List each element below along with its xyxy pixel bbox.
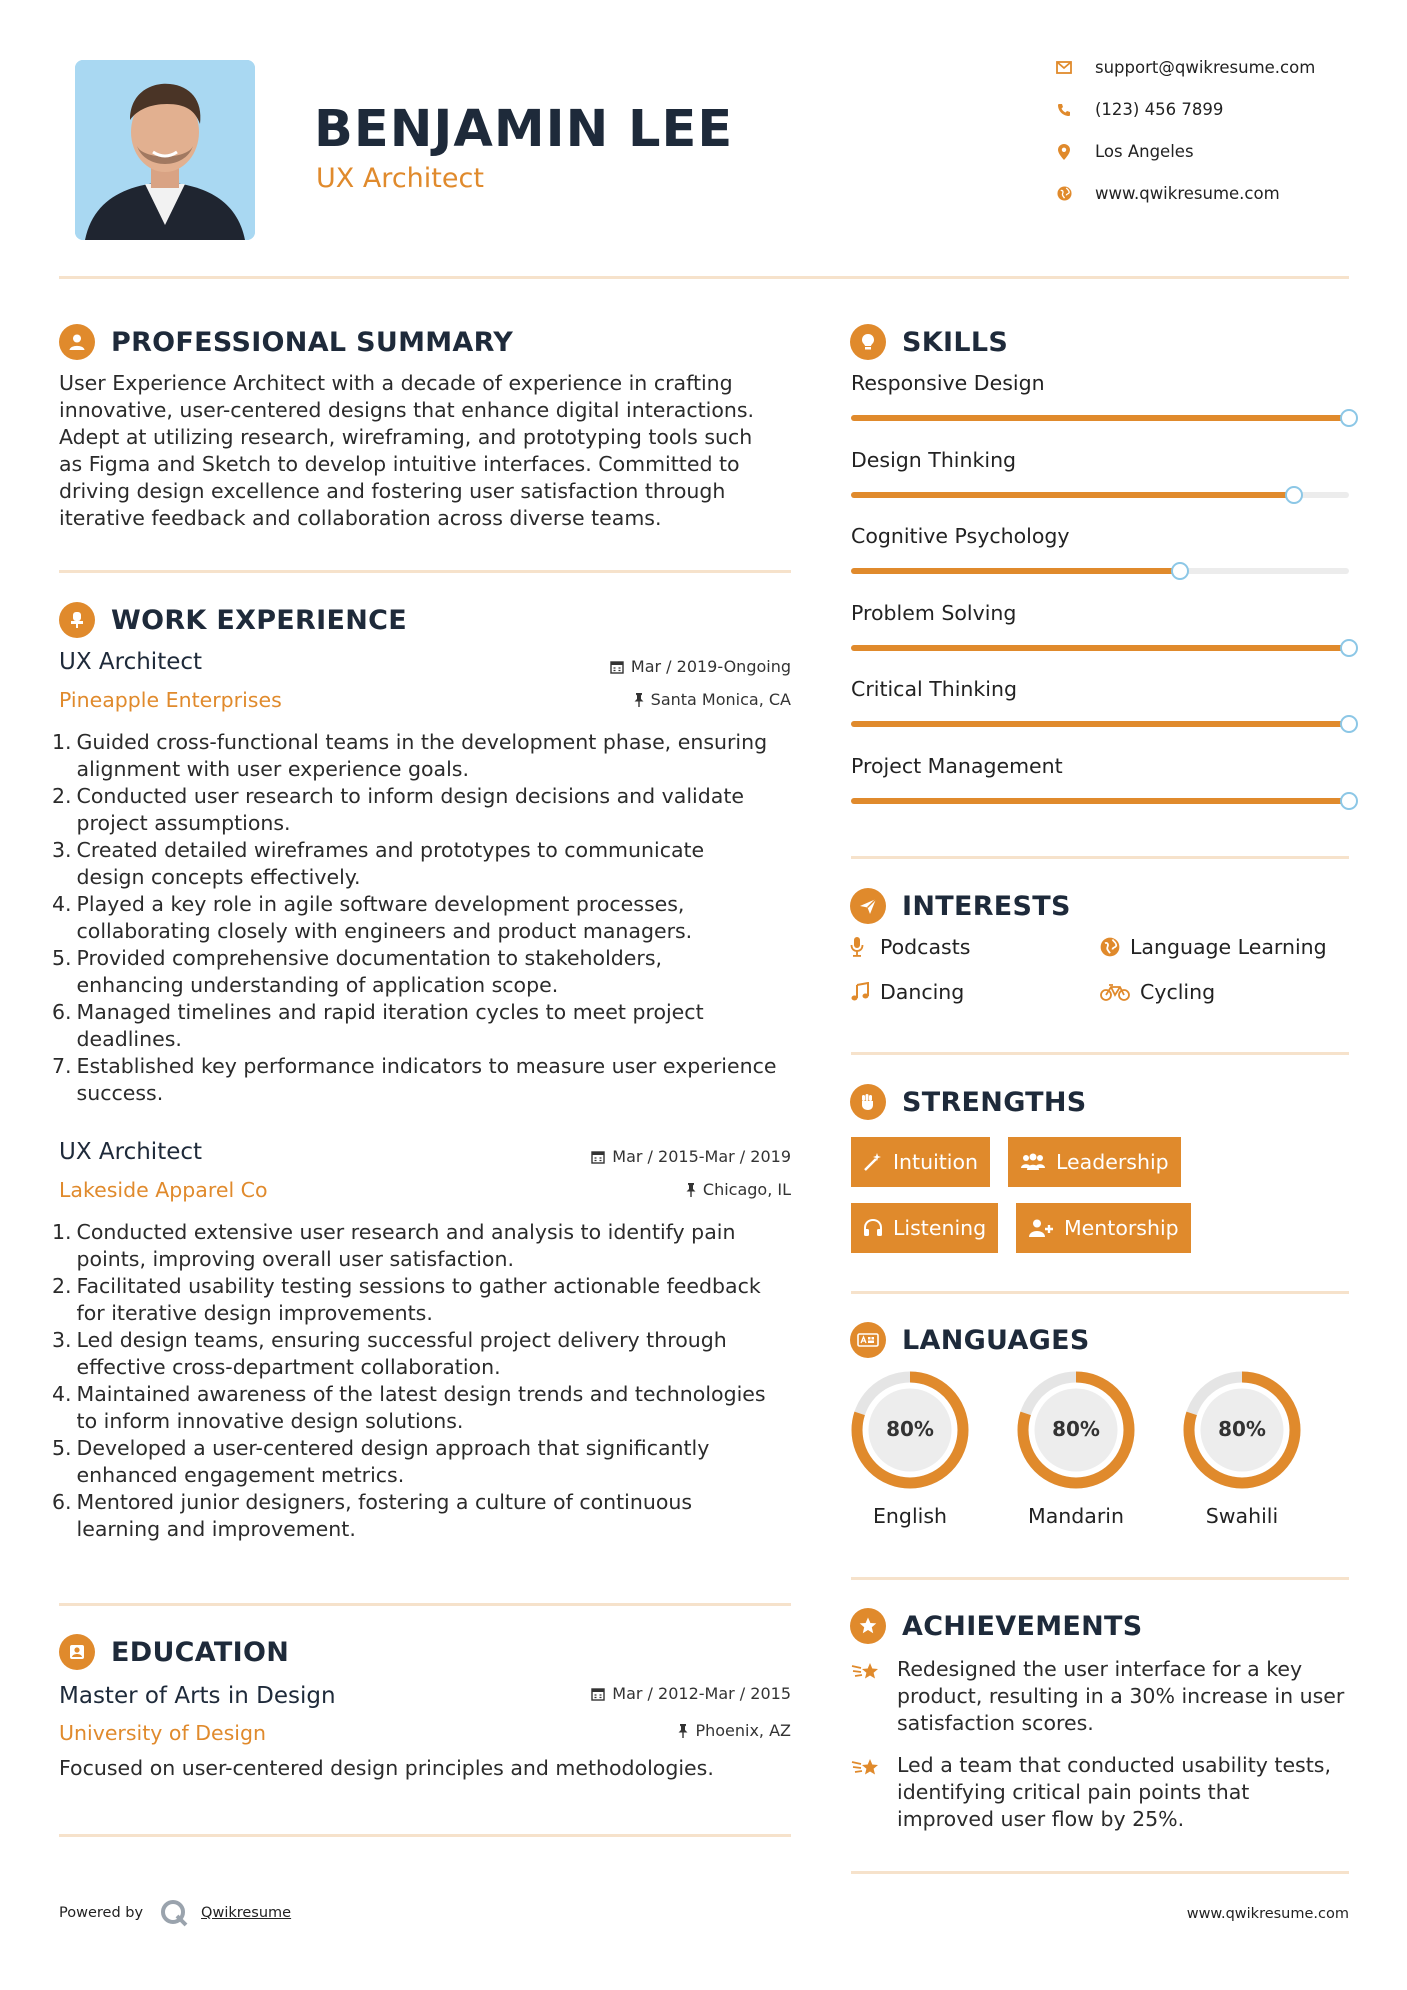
- phone-icon: [1055, 101, 1073, 119]
- skill-bar: [851, 645, 1349, 651]
- calendar-icon: [591, 1687, 605, 1701]
- map-pin-icon: [1055, 143, 1073, 161]
- job-date-text: Mar / 2015-Mar / 2019: [612, 1147, 791, 1166]
- shooting-star-icon: [851, 1752, 897, 1833]
- strengths-heading: STRENGTHS: [902, 1086, 1087, 1118]
- list-item: 3. Created detailed wireframes and prototypes to communicate design concepts effectively.: [52, 838, 705, 889]
- pushpin-icon: [686, 1183, 696, 1197]
- calendar-icon: [610, 660, 624, 674]
- job-bullets: [52, 1219, 797, 1543]
- list-item: 4. Maintained awareness of the latest design trends and technologies to inform innovative design solutions.: [52, 1382, 766, 1433]
- school-name: University of Design: [59, 1721, 266, 1745]
- list-item: 5. Provided comprehensive documentation to stakeholders, enhancing understanding of application scope.: [52, 946, 663, 997]
- user-icon: [59, 324, 95, 360]
- contact-email[interactable]: [1055, 58, 1385, 77]
- work-header: [59, 602, 407, 638]
- education-header: [59, 1634, 289, 1670]
- work-heading: WORK EXPERIENCE: [111, 604, 407, 636]
- skill-name: Project Management: [851, 753, 1063, 778]
- summary-divider: [59, 570, 791, 573]
- interest-label: Language Learning: [1130, 935, 1327, 959]
- achievement-line: product, resulting in a 30% increase in user: [897, 1684, 1345, 1708]
- list-item: 4. Played a key role in agile software development processes, collaborating closely with engineers and product managers.: [52, 892, 693, 943]
- strength-chip-mentorship: [1016, 1203, 1191, 1253]
- skill-bar-knob: [1340, 792, 1358, 810]
- skill-bar-knob: [1340, 639, 1358, 657]
- magic-wand-icon: [863, 1152, 883, 1172]
- list-item: 1. Conducted extensive user research and analysis to identify pain points, improving overall user satisfaction.: [52, 1220, 736, 1271]
- job-location: [500, 1180, 791, 1199]
- summary-heading: PROFESSIONAL SUMMARY: [111, 326, 514, 358]
- education-location: [500, 1721, 791, 1740]
- achievement-line: identifying critical pain points that: [897, 1780, 1250, 1804]
- achievement-line: improved user flow by 25%.: [897, 1807, 1185, 1831]
- interest-item-cycling: [1100, 980, 1215, 1004]
- list-item: 6. Managed timelines and rapid iteration cycles to meet project deadlines.: [52, 1000, 704, 1051]
- globe-icon: [1100, 937, 1126, 957]
- graduation-icon: [59, 1634, 95, 1670]
- lightbulb-icon: [850, 324, 886, 360]
- skill-bar-fill: [851, 798, 1349, 804]
- summary-text: [59, 370, 799, 532]
- languages-heading: LANGUAGES: [902, 1324, 1090, 1356]
- strength-label: Intuition: [893, 1150, 979, 1174]
- interest-label: Podcasts: [880, 935, 971, 959]
- shooting-star-icon: [851, 1656, 897, 1737]
- pushpin-icon: [678, 1724, 688, 1738]
- interest-item-language-learning: [1100, 935, 1327, 959]
- bicycle-icon: [1100, 983, 1136, 1001]
- star-badge-icon: [850, 1608, 886, 1644]
- list-item: 6. Mentored junior designers, fostering a culture of continuous learning and improvement.: [52, 1490, 693, 1541]
- work-divider: [59, 1603, 791, 1606]
- powered-by-text: Powered by: [59, 1905, 144, 1921]
- envelope-icon: [1055, 59, 1073, 77]
- skill-bar-fill: [851, 492, 1294, 498]
- skill-bar: [851, 798, 1349, 804]
- footer-website[interactable]: www.qwikresume.com: [1186, 1906, 1349, 1922]
- summary-line: innovative, user-centered designs that enhance digital interactions.: [59, 398, 755, 422]
- skill-name: Critical Thinking: [851, 677, 1017, 701]
- summary-line: driving design excellence and fostering user satisfaction through: [59, 479, 726, 503]
- contact-email-text: support@qwikresume.com: [1095, 58, 1316, 77]
- list-item: 7. Established key performance indicators to measure user experience success.: [52, 1054, 777, 1105]
- achievement-item: [851, 1656, 1344, 1737]
- job-title: UX Architect: [59, 649, 203, 675]
- education-heading: EDUCATION: [111, 1636, 290, 1668]
- headphones-icon: [863, 1218, 883, 1238]
- list-item: 3. Led design teams, ensuring successful project delivery through effective cross-department collaboration.: [52, 1328, 727, 1379]
- skill-bar: [851, 721, 1349, 727]
- strengths-header: [850, 1084, 1087, 1120]
- language-name: English: [872, 1504, 948, 1528]
- education-date: [500, 1684, 791, 1703]
- list-item: 5. Developed a user-centered design approach that significantly enhanced engagement metrics.: [52, 1436, 710, 1487]
- education-date-text: Mar / 2012-Mar / 2015: [612, 1684, 791, 1703]
- job-bullets: [52, 729, 797, 1107]
- language-percent-label: 80%: [1052, 1417, 1100, 1441]
- company-name: Pineapple Enterprises: [59, 688, 282, 712]
- achievements-heading: ACHIEVEMENTS: [902, 1610, 1143, 1642]
- interests-header: [850, 888, 1071, 924]
- skills-divider: [851, 856, 1349, 859]
- job-date-text: Mar / 2019-Ongoing: [630, 657, 791, 676]
- strength-chip-intuition: [851, 1137, 990, 1187]
- skill-bar-fill: [851, 645, 1349, 651]
- contact-phone[interactable]: [1055, 100, 1385, 119]
- education-location-text: Phoenix, AZ: [695, 1721, 791, 1740]
- skills-header: [850, 324, 1008, 360]
- skill-bar: [851, 492, 1349, 498]
- list-item: 2. Facilitated usability testing sessions to gather actionable feedback for iterative design improvements.: [52, 1274, 761, 1325]
- degree-title: Master of Arts in Design: [59, 1683, 336, 1709]
- contact-website[interactable]: [1055, 184, 1385, 203]
- skill-name: Cognitive Psychology: [851, 524, 1070, 548]
- skill-bar-knob: [1340, 715, 1358, 733]
- skills-heading: SKILLS: [902, 326, 1009, 358]
- header-divider: [59, 276, 1349, 279]
- interests-divider: [851, 1052, 1349, 1055]
- microphone-icon: [850, 937, 876, 957]
- job-title: UX Architect: [59, 1139, 203, 1165]
- job-location-text: Chicago, IL: [702, 1180, 791, 1199]
- job-location: [500, 690, 791, 709]
- summary-line: User Experience Architect with a decade of experience in crafting: [59, 371, 733, 395]
- skill-bar-fill: [851, 568, 1180, 574]
- interest-label: Cycling: [1140, 980, 1216, 1004]
- qwikresume-logo-icon: [159, 1898, 189, 1928]
- strength-label: Mentorship: [1064, 1216, 1179, 1240]
- interest-item-podcasts: [850, 935, 970, 959]
- skill-bar-knob: [1285, 486, 1303, 504]
- profile-photo: [75, 60, 255, 240]
- skill-name: Design Thinking: [851, 447, 1017, 472]
- strength-label: Leadership: [1056, 1150, 1169, 1174]
- achievements-header: [850, 1608, 1143, 1644]
- music-note-icon: [850, 982, 876, 1002]
- candidate-title: UX Architect: [316, 163, 484, 194]
- languages-divider: [851, 1577, 1349, 1580]
- summary-line: iterative feedback and collaboration across diverse teams.: [59, 506, 662, 530]
- language-percent-label: 80%: [1218, 1417, 1266, 1441]
- contact-location: [1055, 142, 1385, 161]
- company-name: Lakeside Apparel Co: [59, 1178, 268, 1202]
- contact-location-text: Los Angeles: [1095, 142, 1194, 161]
- interest-label: Dancing: [880, 980, 965, 1004]
- skill-bar: [851, 568, 1349, 574]
- strengths-divider: [851, 1291, 1349, 1294]
- achievement-line: Led a team that conducted usability tests,: [897, 1753, 1331, 1777]
- education-divider: [59, 1834, 791, 1837]
- briefcase-icon: [59, 602, 95, 638]
- skill-bar-fill: [851, 415, 1349, 421]
- strength-chip-leadership: [1008, 1137, 1181, 1187]
- contact-website-text: www.qwikresume.com: [1095, 184, 1280, 203]
- job-date: [500, 1147, 791, 1166]
- pushpin-icon: [634, 693, 644, 707]
- list-item: 2. Conducted user research to inform design decisions and validate project assumptions.: [52, 784, 744, 835]
- job-location-text: Santa Monica, CA: [650, 690, 791, 709]
- list-item: 1. Guided cross-functional teams in the development phase, ensuring alignment with user experience goals.: [52, 730, 768, 781]
- skill-name: Problem Solving: [851, 600, 1017, 625]
- language-percent-label: 80%: [886, 1417, 934, 1441]
- summary-header: [59, 324, 513, 360]
- language-name: Swahili: [1205, 1504, 1279, 1528]
- languages-header: [850, 1322, 1090, 1358]
- interests-heading: INTERESTS: [902, 890, 1071, 922]
- strength-label: Listening: [893, 1216, 987, 1240]
- fist-icon: [850, 1084, 886, 1120]
- education-description: Focused on user-centered design principles and methodologies.: [59, 1756, 714, 1780]
- candidate-name: BENJAMIN LEE: [314, 100, 734, 159]
- skill-bar-knob: [1340, 409, 1358, 427]
- skill-bar: [851, 415, 1349, 421]
- calendar-icon: [591, 1150, 605, 1164]
- footer-powered-by: [59, 1898, 291, 1928]
- skill-bar-knob: [1171, 562, 1189, 580]
- globe-icon: [1055, 185, 1073, 203]
- achievement-item: [851, 1752, 1331, 1833]
- paper-plane-icon: [850, 888, 886, 924]
- language-name: Mandarin: [1028, 1504, 1124, 1528]
- job-date: [500, 657, 791, 676]
- user-plus-icon: [1028, 1218, 1054, 1238]
- brand-link[interactable]: Qwikresume: [201, 1905, 292, 1921]
- skill-bar-fill: [851, 721, 1349, 727]
- interest-item-dancing: [850, 980, 964, 1004]
- users-icon: [1020, 1152, 1046, 1172]
- strength-chip-listening: [851, 1203, 998, 1253]
- summary-line: Adept at utilizing research, wireframing, and prototyping tools such: [59, 425, 753, 449]
- achievement-line: Redesigned the user interface for a key: [897, 1657, 1303, 1681]
- skill-name: Responsive Design: [851, 371, 1045, 395]
- summary-line: as Figma and Sketch to develop intuitive interfaces. Committed to: [59, 452, 740, 476]
- language-card-icon: [850, 1322, 886, 1358]
- achievement-line: satisfaction scores.: [897, 1711, 1094, 1735]
- achievements-divider: [851, 1871, 1349, 1874]
- contact-phone-text: (123) 456 7899: [1095, 100, 1224, 119]
